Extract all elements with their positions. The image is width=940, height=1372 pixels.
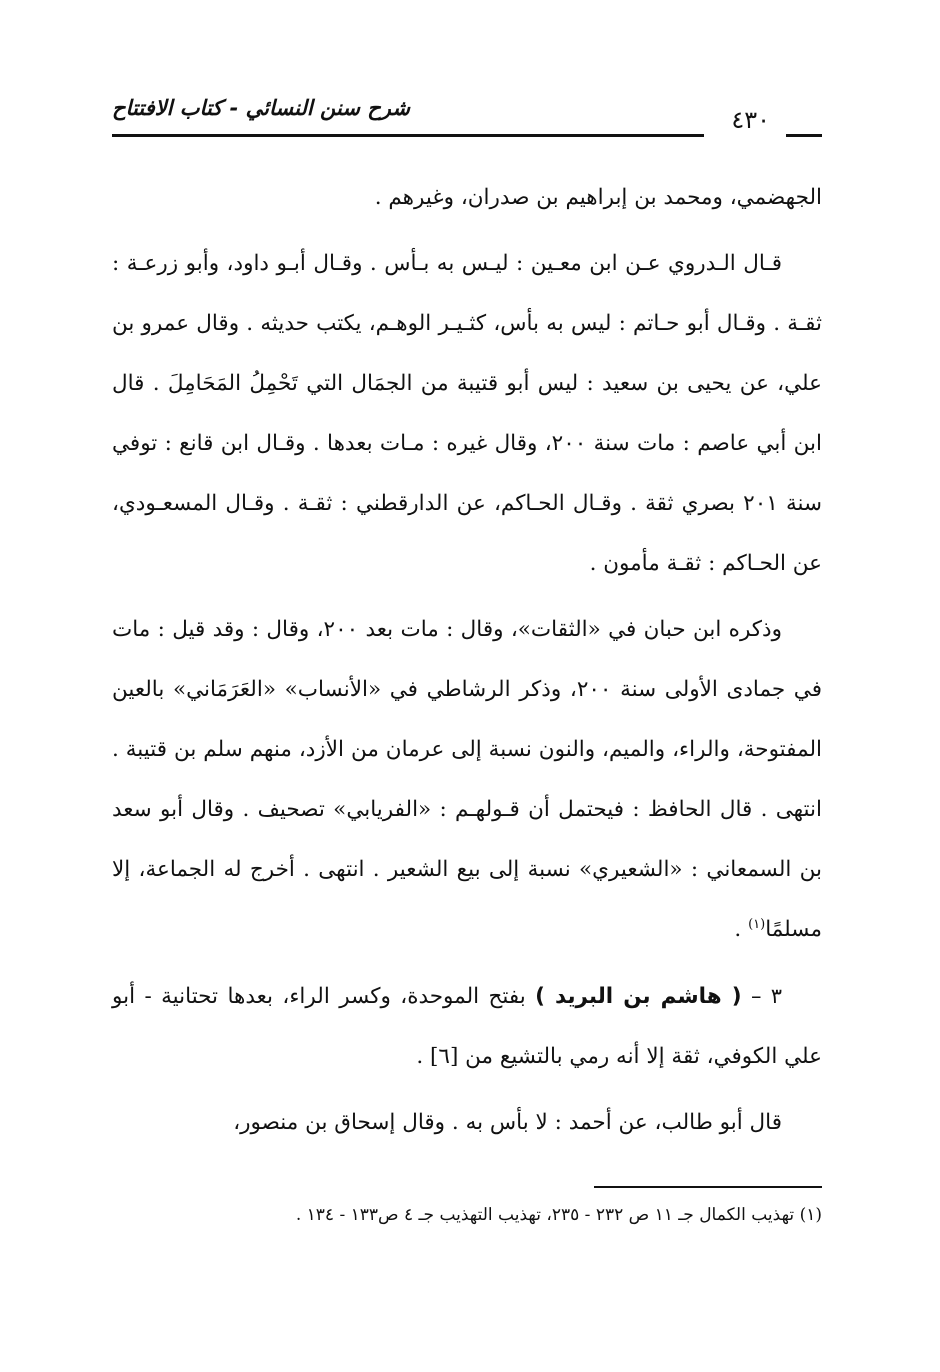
paragraph-3-end: . [734,917,749,942]
page-number: ٤٣٠ [731,106,770,134]
paragraph-2: قـال الـدروي عـن ابن معـين : ليـس به بـأس . وقـال أبـو داود، وأبو زرعـة : ثقـة . وقـال أبو حـاتم : ليس به بأس، كثـيـر الوهـم، يكتب حديثه . وقال عمرو بن علي، عن يحيى بن سعيد : ليس أبو قتيبة من الجمَال التي تَحْمِلُ المَحَامِلَ . قال ابن أبي عاصم : مات سنة ٢٠٠، وقال غيره : مـات بعدها . وقـال ابن قانع : توفي سنة ٢٠١ بصري ثقة . وقـال الحـاكم، عن الدارقطني : ثقـة . وقـال المسعـودي، عن الحـاكم : ثقـة مأمون . [112,251,823,576]
footnote-marker: (١) [799,1205,822,1225]
paragraph-1: الجهضمي، ومحمد بن إبراهيم بن صدران، وغيرهم . [374,185,822,210]
footnote-reference[interactable]: (١) [748,916,766,932]
header-rule [112,134,704,137]
footnote [112,1200,822,1230]
page-header [112,88,822,150]
entry-number: ٣ – [750,984,782,1008]
entry-paragraph [112,966,822,1087]
footnote-rule [594,1186,822,1188]
paragraph-3 [112,600,822,960]
page-number-rule [786,134,822,137]
paragraph-last: قال أبو طالب، عن أحمد : لا بأس به . وقال إسحاق بن منصور، [233,1110,782,1135]
entry-name: ( هاشم بن البريد ) [535,984,742,1009]
paragraph-3-text: وذكره ابن حبان في «الثقات»، وقال : مات بعد ٢٠٠، وقال : وقد قيل : مات في جمادى الأولى سنة ٢٠٠، وذكر الرشاطي في «الأنساب» «العَرَمَاني» بالعين المفتوحة، والراء، والميم، والنون نسبة إلى عرمان من الأزد، منهم سلم بن قتيبة . انتهى . قال الحافظ : فيحتمل أن قـولهـم : «الفريابي» تصحيف . وقال أبو سعد بن السمعاني : «الشعيري» نسبة إلى بيع الشعير . انتهى . أخرج له الجماعة، إلا مسلمًا [112,617,823,942]
entry-text: بفتح الموحدة، وكسر الراء، بعدها تحتانية - أبو علي الكوفي، ثقة إلا أنه رمي بالتشيع من [٦] . [112,984,822,1069]
body-text [112,168,822,1159]
running-title: شرح سنن النسائي - كتاب الافتتاح [112,96,410,120]
footnote-text: تهذيب الكمال جـ ١١ ص ٢٣٢ - ٢٣٥، تهذيب التهذيب جـ ٤ ص١٣٣ - ١٣٤ . [295,1205,795,1225]
